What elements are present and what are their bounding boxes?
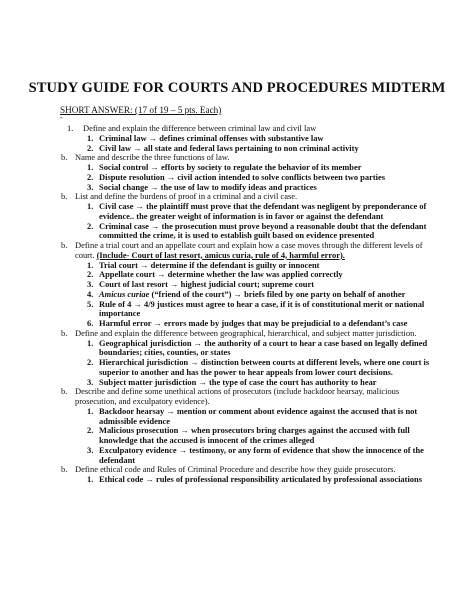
answer-text: Subject matter jurisdiction → the type of case the court has authority to hear [99, 376, 377, 387]
answer-text: Rule of 4 → 4/9 justices must agree to hear a case, if it is of constitutional merit or national importance [99, 298, 425, 319]
answer-item: 1. Trial court → determine if the defendant is guilty or innocent [87, 259, 320, 270]
answer-text: Trial court → determine if the defendant is guilty or innocent [99, 259, 320, 270]
answer-item: 3. Subject matter jurisdiction → the type of case the court has authority to hear [87, 376, 377, 387]
answer-text: Social control → efforts by society to regulate the behavior of its member [99, 162, 362, 172]
answer-item: 2. Dispute resolution → civil action intended to solve conflicts between two parties [87, 171, 385, 182]
question-emphasis: (Include- Court of last resort, amicus curia, rule of 4, harmful error). [96, 249, 345, 260]
document-title: STUDY GUIDE FOR COURTS AND PROCEDURES MIDTERM [28, 80, 446, 96]
answer-item: 3. Social change → the use of law to modify ideas and practices [87, 181, 317, 192]
question-text: Define a trial court and an appellate court and explain how a case moves through the different levels of court. [75, 240, 423, 260]
answer-text: Amicus curiae (“friend of the court”) → briefs filed by one party on behalf of another [99, 288, 406, 299]
answer-text: Exculpatory evidence → testimony, or any form of evidence that show the innocence of the defendant [99, 444, 424, 465]
question-marker: b. [61, 152, 68, 163]
answer-item: 1. Civil case → the plaintiff must prove that the defendant was negligent by preponderance of evidence.. the greater weight of information is in favor or against the defendant [87, 201, 427, 221]
question-marker: b. [61, 327, 68, 338]
question-marker: b. [61, 386, 68, 397]
answer-item: 4. Amicus curiae (“friend of the court”) → briefs filed by one party on behalf of another [87, 288, 406, 299]
answer-text: Civil law → all state and federal laws pertaining to non criminal activity [99, 142, 359, 153]
question-text: Define and explain the difference between criminal law and civil law [83, 123, 317, 133]
answer-text: Backdoor hearsay → mention or comment about evidence against the accused that is not admissible evidence [99, 405, 418, 426]
stray-mark: - [60, 113, 63, 122]
question-marker: b. [61, 240, 68, 250]
answer-item: 1. Backdoor hearsay → mention or comment about evidence against the accused that is not admissible evidence [87, 405, 418, 426]
answer-item: 2. Appellate court → determine whether the law was applied correctly [87, 269, 343, 280]
answer-item: 2. Malicious prosecution → when prosecutors bring charges against the accused with full knowledge that the accused is innocent of the crimes alleged [87, 425, 410, 445]
answer-text: Criminal law → defines criminal offenses with substantive law [99, 132, 324, 143]
answer-item: 1. Social control → efforts by society to regulate the behavior of its member [87, 162, 362, 172]
question-text: Define and explain the difference between geographical, hierarchical, and subject matter jurisdiction. [75, 327, 417, 338]
answer-text: Malicious prosecution → when prosecutors bring charges against the accused with full knowledge that the accused is innocent of the crimes alleged [99, 425, 410, 445]
answer-item: 3. Court of last resort → highest judicial court; supreme court [87, 279, 315, 289]
question-marker: b. [61, 191, 68, 202]
answer-text: Criminal case → the prosecution must prove beyond a reasonable doubt that the defendant committed the crime, it is used to establish guilt based on evidence presented [99, 220, 427, 241]
question-item [60, 387, 438, 407]
question-text: Name and describe the three functions of law. [75, 152, 230, 163]
answer-item: 5. Rule of 4 → 4/9 justices must agree to hear a case, if it is of constitutional merit or national importance [87, 298, 425, 319]
answer-item: 2. Criminal case → the prosecution must prove beyond a reasonable doubt that the defendant committed the crime, it is used to establish guilt based on evidence presented [87, 220, 427, 241]
answer-text: Ethical code → rules of professional responsibility articulated by professional associations [99, 474, 422, 484]
answer-text: Harmful error → errors made by judges that may be prejudicial to a defendant’s case [99, 318, 408, 328]
answer-text: Court of last resort → highest judicial court; supreme court [99, 279, 315, 289]
study-guide-content [60, 124, 438, 485]
latin-term: Amicus curiae [99, 288, 150, 299]
question-text: Define ethical code and Rules of Criminal Procedure and describe how they guide prosecutors. [75, 464, 396, 475]
answer-text: Social change → the use of law to modify ideas and practices [99, 181, 317, 192]
answer-item: 3. Exculpatory evidence → testimony, or any form of evidence that show the innocence of the defendant [87, 444, 424, 465]
answer-text: Geographical jurisdiction → the authority of a court to hear a case based on legally defined boundaries; cities, counties, or states [99, 337, 428, 358]
answer-item: 1. Criminal law → defines criminal offenses with substantive law [87, 132, 324, 143]
question-text: Describe and define some unethical actions of prosecutors (include backdoor hearsay, malicious prosecution, and exculpatory evidence). [75, 386, 400, 406]
answer-text: Appellate court → determine whether the law was applied correctly [99, 269, 343, 280]
answer-item: 2. Hierarchical jurisdiction → distinction between courts at different levels, where one court is superior to another and has the power to hear appeals from lower court decisions. [87, 357, 430, 377]
answer-item: 6. Harmful error → errors made by judges that may be prejudicial to a defendant’s case [87, 318, 408, 328]
document-subtitle: SHORT ANSWER: (17 of 19 – 5 pts. Each) [60, 105, 222, 115]
question-item [60, 241, 438, 261]
answer-item: 1. Geographical jurisdiction → the authority of a court to hear a case based on legally defined boundaries; cities, counties, or states [87, 337, 428, 358]
answer-text: Civil case → the plaintiff must prove that the defendant was negligent by preponderance of evidence.. the greater weight of information is in favor or against the defendant [99, 201, 427, 221]
answer-text: Dispute resolution → civil action intended to solve conflicts between two parties [99, 171, 385, 182]
answer-text: Hierarchical jurisdiction → distinction between courts at different levels, where one court is superior to another and has the power to hear appeals from lower court decisions. [99, 357, 430, 377]
question-text: List and define the burdens of proof in a criminal and a civil case. [75, 191, 298, 202]
answer-item: 2. Civil law → all state and federal laws pertaining to non criminal activity [87, 142, 359, 153]
answer-item: 1. Ethical code → rules of professional responsibility articulated by professional associations [87, 474, 422, 484]
question-marker: 1. [67, 123, 74, 133]
question-marker: b. [61, 464, 68, 475]
